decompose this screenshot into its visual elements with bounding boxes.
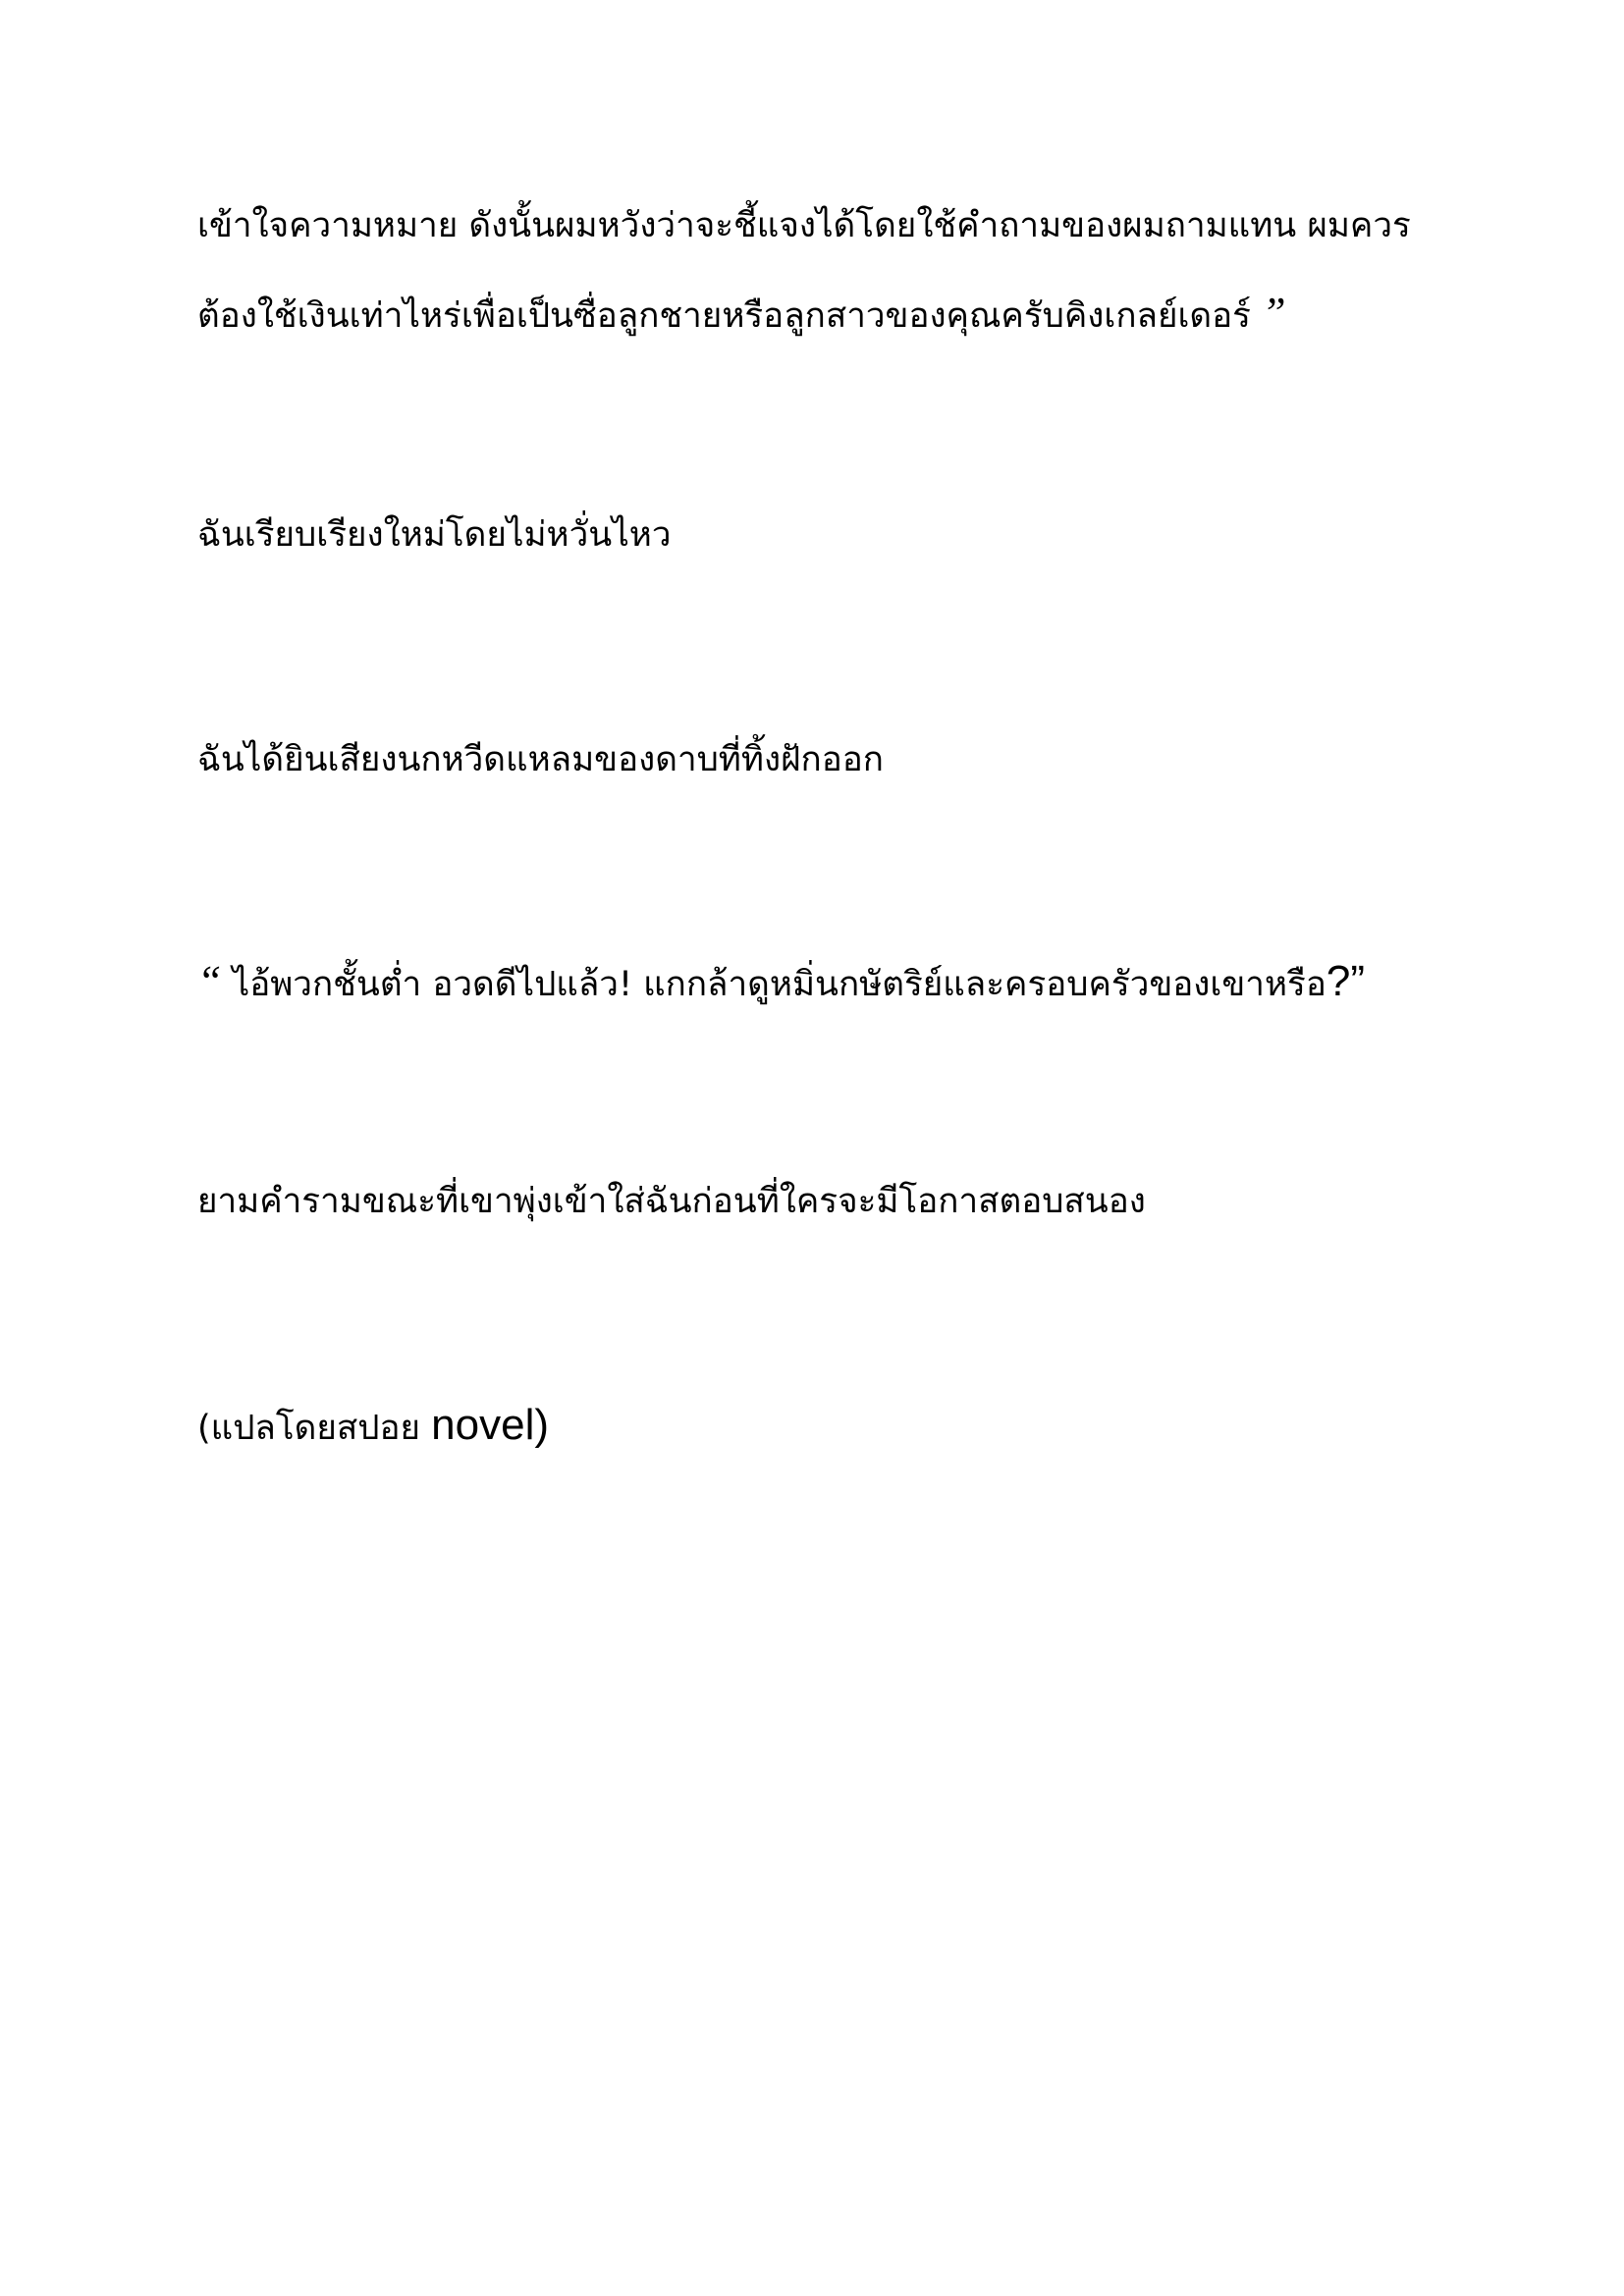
paragraph-line (197, 289, 1286, 337)
credit-novel-word: novel) (431, 1401, 549, 1449)
question-mark-quote: ?” (1326, 957, 1365, 1005)
paragraph-text: ไอ้พวกชั้นต่ำ อวดดีไปแล้ว! แกกล้าดูหมิ่นกษัตริย์และครอบครัวของเขาหรือ (221, 965, 1326, 1004)
paragraph-line: ฉันได้ยินเสียงนกหวีดแหลมของดาบที่ทิ้งฝักออก (197, 740, 884, 779)
paragraph-line (197, 957, 1365, 1005)
paragraph-line: ยามคำรามขณะที่เขาพุ่งเข้าใส่ฉันก่อนที่ใครจะมีโอกาสตอบสนอง (197, 1182, 1146, 1221)
paragraph-text: ต้องใช้เงินเท่าไหร่เพื่อเป็นซื่อลูกชายหรือลูกสาวของคุณครับคิงเกลย์เดอร์ (197, 296, 1251, 336)
opening-quote: “ (197, 957, 222, 1005)
credit-text: (แปลโดยสปอย (197, 1409, 432, 1448)
translator-credit (197, 1401, 549, 1449)
paragraph-line: เข้าใจความหมาย ดังนั้นผมหวังว่าจะชี้แจงได้โดยใช้คำถามของผมถามแทน ผมควร (197, 206, 1411, 245)
closing-quote: ” (1262, 289, 1286, 337)
paragraph-line: ฉันเรียบเรียงใหม่โดยไม่หวั่นไหว (197, 515, 672, 555)
